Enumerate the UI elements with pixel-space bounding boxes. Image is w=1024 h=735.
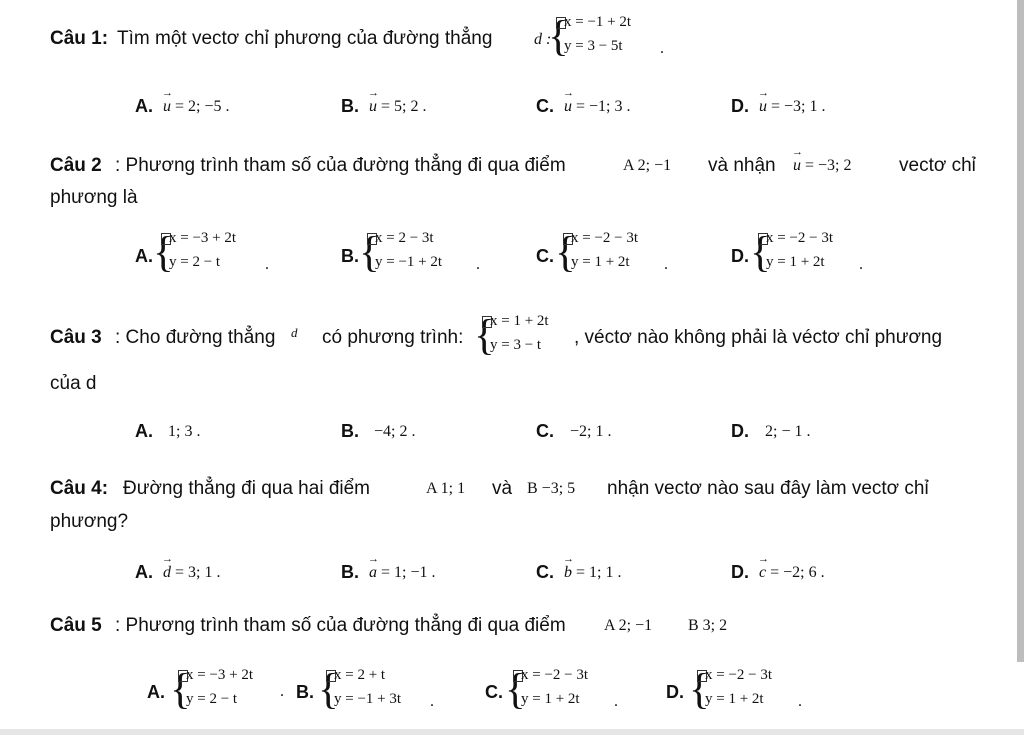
q3-option-b-letter[interactable]: B. xyxy=(341,421,359,441)
q4-text-a: Đường thẳng đi qua hai điểm xyxy=(123,478,370,499)
q2-text-b: và nhận xyxy=(708,155,776,176)
q1-sys-row1: x = −1 + 2t xyxy=(564,14,632,30)
q1-option-a[interactable]: → u = 2; −5 . xyxy=(163,98,230,116)
q1-line-name: d : xyxy=(534,31,552,48)
q5-point-a: A 2; −1 xyxy=(604,617,653,634)
page-bottom-shadow xyxy=(0,729,1024,735)
q2-point: A 2; −1 xyxy=(623,157,672,174)
q1-text: Tìm một vectơ chỉ phương của đường thẳng xyxy=(117,28,493,49)
q3-text-line2: của d xyxy=(50,373,97,394)
q4-option-b-letter[interactable]: B. xyxy=(341,562,359,582)
brace: { xyxy=(548,13,569,60)
q1-option-a-letter[interactable]: A. xyxy=(135,96,153,116)
q2-option-c-letter[interactable]: C. xyxy=(536,246,554,266)
q5-option-c-letter[interactable]: C. xyxy=(485,682,503,702)
q3-system: { x = 1 + 2t y = 3 − t xyxy=(474,312,549,359)
q5-option-c-system[interactable]: { x = −2 − 3t y = 1 + 2t xyxy=(505,666,589,713)
q1-label: Câu 1: xyxy=(50,28,109,49)
q5-option-b-letter[interactable]: B. xyxy=(296,682,314,702)
q4-option-c-letter[interactable]: C. xyxy=(536,562,554,582)
q2-option-d-system[interactable]: { x = −2 − 3t y = 1 + 2t xyxy=(750,229,834,276)
q5-label: Câu 5 xyxy=(50,615,102,636)
q3-option-a[interactable]: 1; 3 . xyxy=(168,423,201,440)
q4-option-d[interactable]: → c = −2; 6 . xyxy=(759,564,825,582)
q3-option-c[interactable]: −2; 1 . xyxy=(570,423,612,440)
q4-option-b[interactable]: → a = 1; −1 . xyxy=(369,564,436,582)
q4-text-line2: phương? xyxy=(50,511,129,532)
q2-option-b-system[interactable]: { x = 2 − 3t y = −1 + 2t xyxy=(359,229,443,276)
page-edge-shadow xyxy=(1017,0,1024,662)
q2-text-a: : Phương trình tham số của đường thẳng đi qua điểm xyxy=(115,155,566,176)
q4-label: Câu 4: xyxy=(50,478,109,499)
q3-line-name: d xyxy=(291,325,298,340)
q4-option-c[interactable]: → b = 1; 1 . xyxy=(564,564,621,582)
q1-option-b-letter[interactable]: B. xyxy=(341,96,359,116)
q1-option-d-letter[interactable]: D. xyxy=(731,96,749,116)
q2-text-line2: phương là xyxy=(50,187,138,208)
q1-end: . xyxy=(660,40,664,57)
q1-option-c[interactable]: → u = −1; 3 . xyxy=(564,98,631,116)
q4-option-d-letter[interactable]: D. xyxy=(731,562,749,582)
q3-option-d[interactable]: 2; − 1 . xyxy=(765,423,811,440)
q2-option-a-letter[interactable]: A. xyxy=(135,246,153,266)
q5-option-b-system[interactable]: { x = 2 + t y = −1 + 3t xyxy=(318,666,402,713)
q5-option-d-letter[interactable]: D. xyxy=(666,682,684,702)
q5-option-d-system[interactable]: { x = −2 − 3t y = 1 + 2t xyxy=(689,666,773,713)
q3-text-b: có phương trình: xyxy=(322,327,464,348)
q4-point-b: B −3; 5 xyxy=(527,480,576,497)
q2-option-d-letter[interactable]: D. xyxy=(731,246,749,266)
q5-option-a-system[interactable]: { x = −3 + 2t y = 2 − t xyxy=(170,666,254,713)
q1-option-c-letter[interactable]: C. xyxy=(536,96,554,116)
q4-text-b: và xyxy=(492,478,513,499)
q4-text-c: nhận vectơ nào sau đây làm vectơ chỉ xyxy=(607,478,929,499)
q2-option-a-system[interactable]: { x = −3 + 2t y = 2 − t xyxy=(153,229,237,276)
q2-label: Câu 2 xyxy=(50,155,102,176)
q3-label: Câu 3 xyxy=(50,327,102,348)
q3-option-b[interactable]: −4; 2 . xyxy=(374,423,416,440)
q4-option-a[interactable]: → d = 3; 1 . xyxy=(163,564,220,582)
q2-option-b-letter[interactable]: B. xyxy=(341,246,359,266)
q5-text-a: : Phương trình tham số của đường thẳng đi qua điểm xyxy=(115,615,566,636)
q2-text-c: vectơ chỉ xyxy=(899,155,976,176)
q5-point-b: B 3; 2 xyxy=(688,617,728,634)
q3-text-a: : Cho đường thẳng xyxy=(115,327,276,348)
q4-option-a-letter[interactable]: A. xyxy=(135,562,153,582)
q4-point-a: A 1; 1 xyxy=(426,480,466,497)
q3-option-a-letter[interactable]: A. xyxy=(135,421,153,441)
q3-option-d-letter[interactable]: D. xyxy=(731,421,749,441)
q3-option-c-letter[interactable]: C. xyxy=(536,421,554,441)
q1-sys-row2: y = 3 − 5t xyxy=(564,38,623,54)
q1-option-b[interactable]: → u = 5; 2 . xyxy=(369,98,426,116)
q5-option-a-letter[interactable]: A. xyxy=(147,682,165,702)
q1-option-d[interactable]: → u = −3; 1 . xyxy=(759,98,826,116)
q3-text-c: , véctơ nào không phải là véctơ chỉ phương xyxy=(574,327,943,348)
q2-vector: → u = −3; 2 xyxy=(793,157,852,175)
q1-system xyxy=(548,14,698,60)
q2-option-c-system[interactable]: { x = −2 − 3t y = 1 + 2t xyxy=(555,229,639,276)
